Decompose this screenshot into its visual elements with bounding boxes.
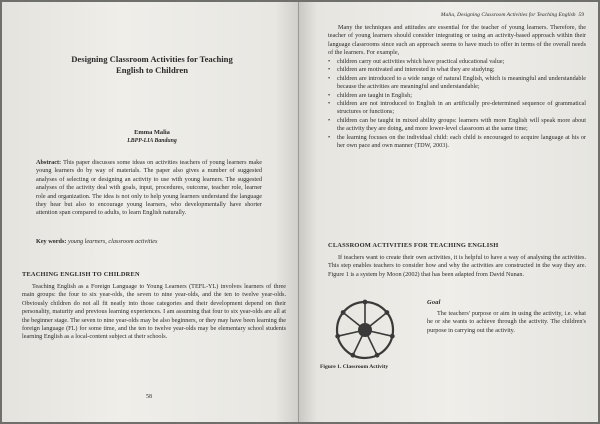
section-paragraph: If teachers want to create their own activities, it is helpful to have a way of analysing the activities. This step enables teachers to consider how and why the activities are constructed in the way they are. Figure 1 is a system by Moon (2002) that has been adapted from David Nunan. (328, 254, 586, 278)
list-item: • children can be taught in mixed ability groups: learners with more English will speak more about the activity they are doing, and more lower-level classroom at the same time; (328, 117, 586, 134)
keywords-label: Key words: (36, 238, 67, 245)
section-heading-teaching: TEACHING ENGLISH TO CHILDREN (22, 271, 140, 278)
list-item: • the learning focuses on the individual child: each child is encouraged to acquire language at his or her own pace and own manner (TDW, 2003). (328, 134, 586, 151)
running-head-text: Malia, Designing Classroom Activities for Teaching English (440, 12, 576, 18)
right-page (299, 2, 598, 422)
keywords-text: young learners, classroom activities (67, 238, 158, 245)
goal-paragraph: The teachers' purpose or aim in using the activity, i.e. what he or she wants to achieve through the activity. The children's purpose in carrying out the activity. (427, 310, 586, 334)
author-name: Emma Malia (134, 129, 170, 136)
list-item: • children are taught in English; (328, 92, 586, 100)
list-item: • children are motivated and interested in what they are studying; (328, 66, 586, 74)
abstract-label: Abstract: (36, 159, 62, 166)
author-affiliation: LBPP-LIA Bandung (127, 138, 177, 144)
body-paragraph: Teaching English as a Foreign Language to Young Learners (TEFL-YL) involves learners of three main groups: the four to six year-olds, the seven to nine year-olds, and the ten to twelve year-olds. Obviously children do not all fit neatly into those categories and their development depend on their personality, maturity and previous learning experiences. I am assuming that four to six year-olds are all at the beginner stage. The seven to nine year-olds may be also beginners, or they may have been learning the foreign language (FL) for some time, and the ten to twelve year-olds may be elementary school students learning English as a local-content subject at their schools. (22, 283, 286, 341)
classroom-activity-wheel (319, 298, 411, 362)
article-title: Designing Classroom Activities for Teaching English to Children (71, 54, 233, 75)
abstract-text: This paper discusses some ideas on activities teachers of young learners make young learners do by way of materials. The paper also gives a number of suggested analyses of selecting or designing an activity to use with young learners. The suggested analyses of the activity deal with goals, input, procedures, outcome, teacher role, learner role and organization. The idea is not only to help young learners understand the language they hear but also to encourage young learners, who developmentally have shorter attention span compared to adults, to learn English naturally. (36, 159, 262, 217)
keywords (36, 238, 262, 246)
list-item: • children are introduced to a wide range of natural English, which is meaningful and understandable because the activities are meaningful and understandable; (328, 75, 586, 92)
list-item: • children carry out activities which have practical educational value; (328, 58, 586, 66)
author-block (62, 129, 242, 145)
book-spread (2, 2, 598, 422)
goal-heading: Goal (427, 299, 441, 306)
benefits-list (328, 58, 586, 150)
left-page (2, 2, 299, 422)
abstract (36, 159, 262, 218)
page-number-right: 59 (578, 12, 584, 18)
list-item: • children are not introduced to English in an artificially pre-determined sequence of grammatical structures or functions; (328, 100, 586, 117)
section-heading-classroom: CLASSROOM ACTIVITIES FOR TEACHING ENGLISH (328, 242, 499, 249)
page-number-left: 58 (146, 394, 152, 400)
figure-caption: Figure 1. Classroom Activity (320, 364, 389, 370)
intro-paragraph: Many the techniques and attitudes are essential for the teacher of young learners. Therefore, the teacher of young learners should consider integrating or using an activity-based approach within their language classrooms since such an approach seems to have much to offer in terms of the overall needs of the learners. For example, (328, 24, 586, 57)
running-head (441, 12, 584, 18)
